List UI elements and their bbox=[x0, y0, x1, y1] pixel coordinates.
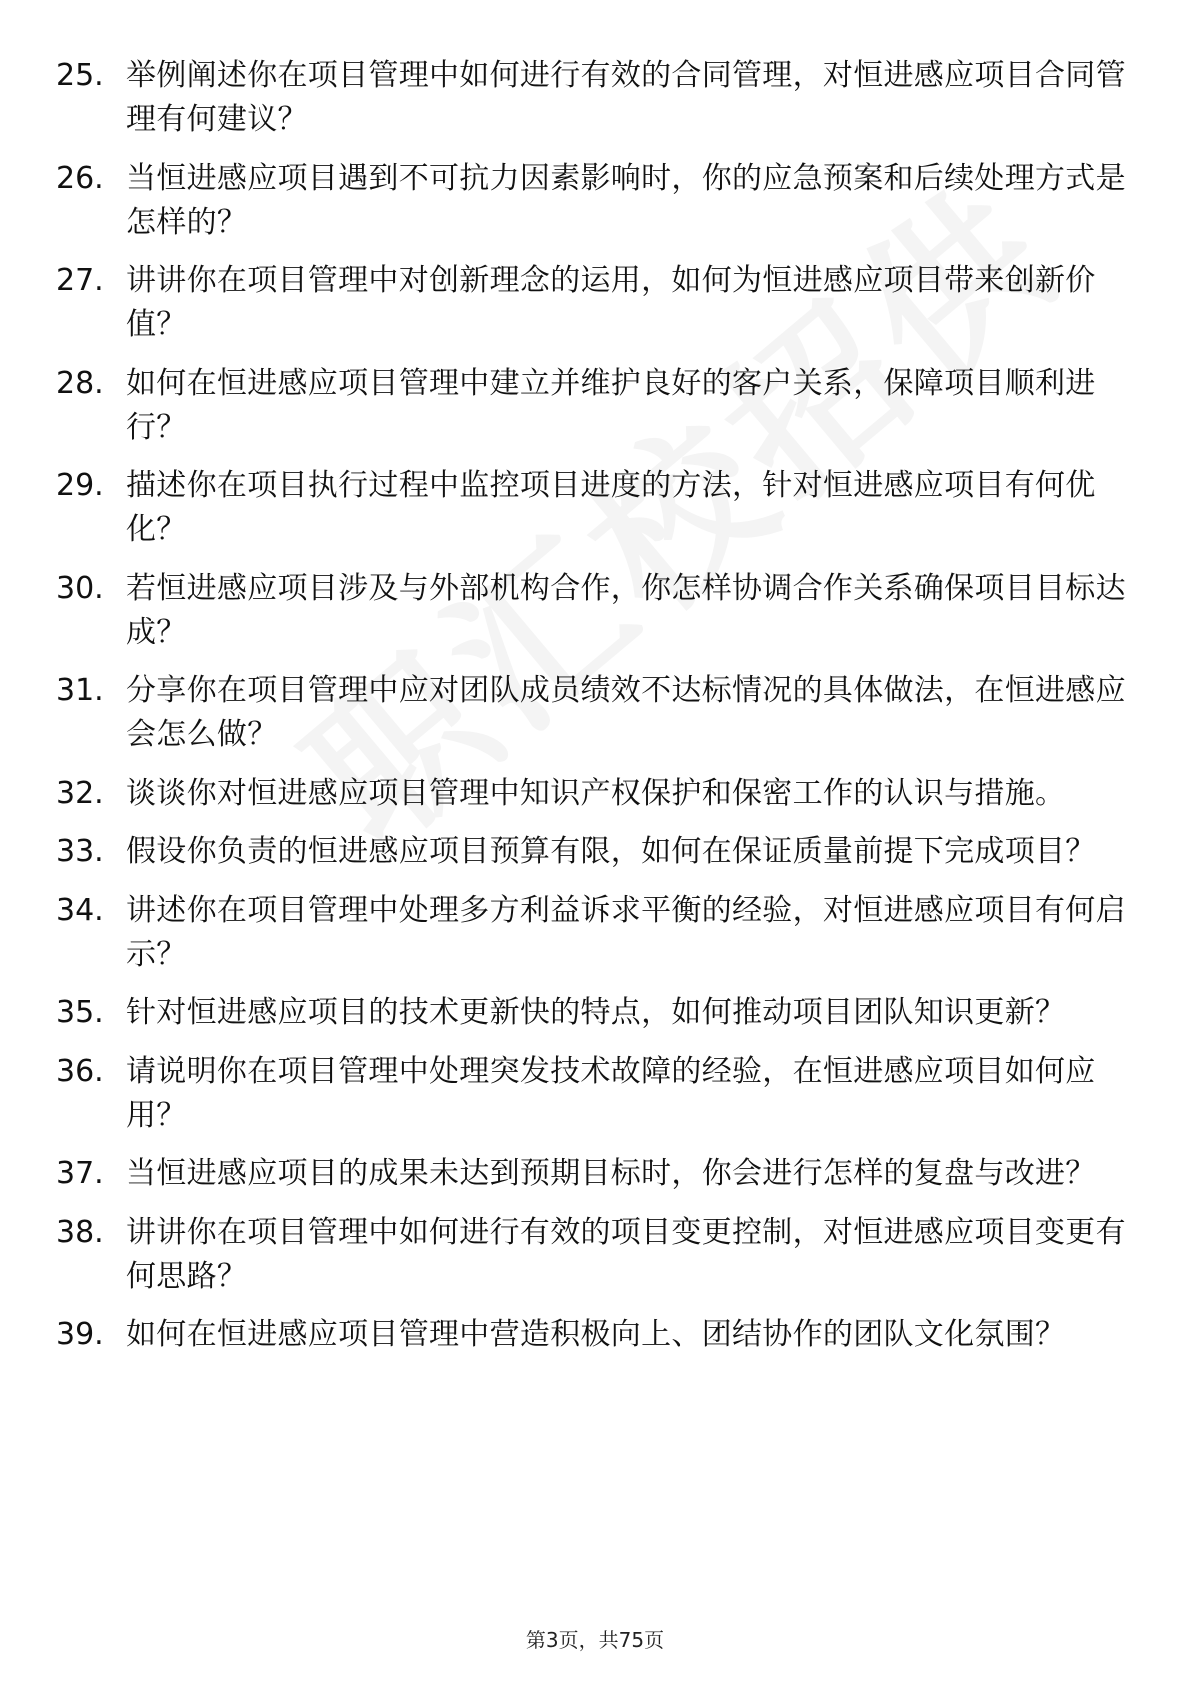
question-item bbox=[56, 772, 1136, 816]
question-text: 针对恒进感应项目的技术更新快的特点，如何推动项目团队知识更新？ bbox=[126, 995, 1066, 1030]
question-item bbox=[56, 464, 1136, 552]
question-list bbox=[56, 54, 1136, 1372]
question-item bbox=[56, 54, 1136, 142]
question-text: 描述你在项目执行过程中监控项目进度的方法，针对恒进感应项目有何优化？ bbox=[126, 468, 1096, 547]
question-text: 谈谈你对恒进感应项目管理中知识产权保护和保密工作的认识与措施。 bbox=[126, 775, 1066, 811]
page-footer bbox=[0, 1624, 1190, 1653]
question-item bbox=[56, 830, 1136, 874]
question-item bbox=[56, 991, 1136, 1035]
question-item bbox=[56, 1313, 1136, 1357]
question-item bbox=[56, 669, 1136, 757]
question-number: 36. bbox=[56, 1053, 104, 1089]
question-text: 讲讲你在项目管理中如何进行有效的项目变更控制，对恒进感应项目变更有何思路？ bbox=[126, 1214, 1126, 1294]
question-text: 举例阐述你在项目管理中如何进行有效的合同管理，对恒进感应项目合同管理有何建议？ bbox=[126, 58, 1126, 137]
question-number: 38. bbox=[56, 1214, 104, 1250]
question-item bbox=[56, 259, 1136, 347]
question-number: 31. bbox=[56, 673, 104, 708]
question-item bbox=[56, 157, 1136, 245]
question-number: 27. bbox=[56, 263, 104, 298]
question-number: 35. bbox=[56, 995, 104, 1030]
question-item bbox=[56, 567, 1136, 655]
question-text: 假设你负责的恒进感应项目预算有限，如何在保证质量前提下完成项目？ bbox=[126, 834, 1096, 869]
question-item bbox=[56, 1050, 1136, 1138]
question-number: 25. bbox=[56, 58, 104, 93]
page-number-label: 第3页，共75页 bbox=[525, 1628, 665, 1652]
question-number: 34. bbox=[56, 892, 104, 928]
question-text: 如何在恒进感应项目管理中营造积极向上、团结协作的团队文化氛围？ bbox=[126, 1317, 1066, 1352]
question-number: 28. bbox=[56, 365, 104, 401]
question-item bbox=[56, 362, 1136, 450]
question-text: 若恒进感应项目涉及与外部机构合作，你怎样协调合作关系确保项目目标达成？ bbox=[126, 570, 1126, 650]
question-text: 请说明你在项目管理中处理突发技术故障的经验，在恒进感应项目如何应用？ bbox=[126, 1053, 1096, 1133]
question-item bbox=[56, 1152, 1136, 1196]
question-number: 33. bbox=[56, 834, 104, 869]
question-text: 当恒进感应项目遇到不可抗力因素影响时，你的应急预案和后续处理方式是怎样的？ bbox=[126, 160, 1126, 240]
question-item bbox=[56, 1211, 1136, 1299]
question-text: 当恒进感应项目的成果未达到预期目标时，你会进行怎样的复盘与改进？ bbox=[126, 1156, 1096, 1191]
question-text: 如何在恒进感应项目管理中建立并维护良好的客户关系，保障项目顺利进行？ bbox=[126, 365, 1096, 445]
question-number: 30. bbox=[56, 570, 104, 606]
question-number: 32. bbox=[56, 775, 104, 811]
question-number: 26. bbox=[56, 160, 104, 196]
question-number: 39. bbox=[56, 1317, 104, 1352]
question-text: 讲讲你在项目管理中对创新理念的运用，如何为恒进感应项目带来创新价值？ bbox=[126, 263, 1096, 342]
question-text: 讲述你在项目管理中处理多方利益诉求平衡的经验，对恒进感应项目有何启示？ bbox=[126, 892, 1126, 972]
question-item bbox=[56, 889, 1136, 977]
question-number: 37. bbox=[56, 1156, 104, 1191]
question-text: 分享你在项目管理中应对团队成员绩效不达标情况的具体做法，在恒进感应会怎么做？ bbox=[126, 673, 1126, 752]
question-number: 29. bbox=[56, 468, 104, 503]
